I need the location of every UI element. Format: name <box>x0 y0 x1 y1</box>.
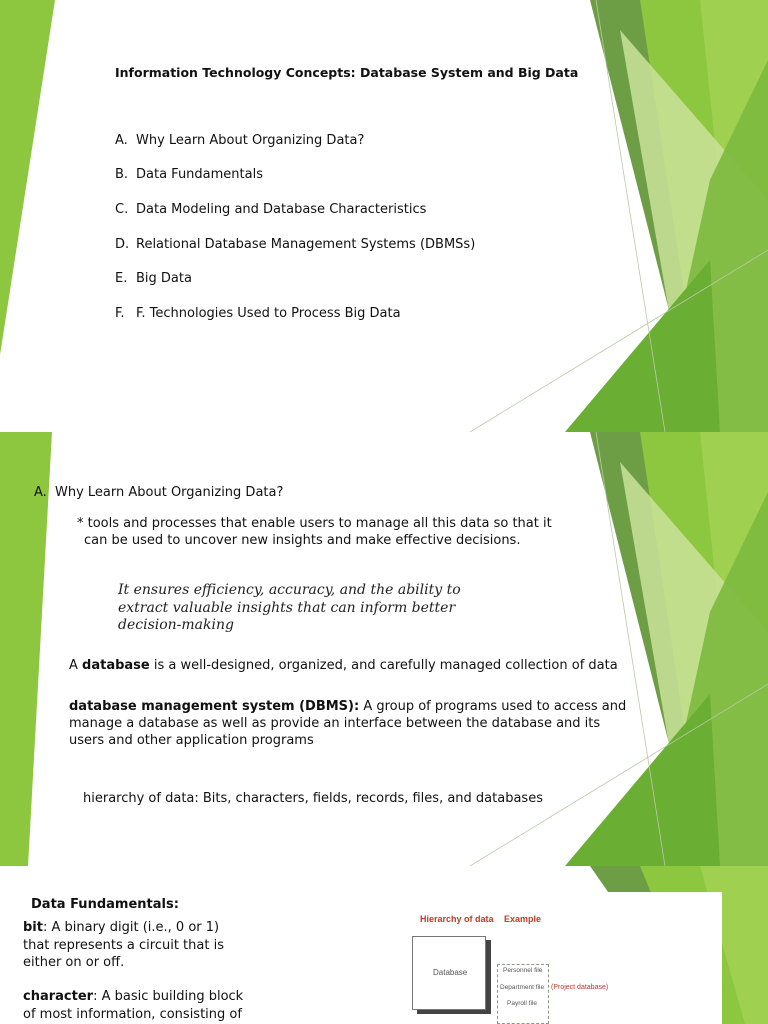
list-item-text: Relational Database Management Systems (DBMSs) <box>136 237 476 252</box>
list-item-text: Data Modeling and Database Characteristics <box>136 202 427 217</box>
list-item-letter: A. <box>115 133 128 148</box>
handwritten-note-line-3: decision-making <box>118 617 234 633</box>
dbms-definition-line-3: users and other application programs <box>69 733 314 748</box>
database-prefix: A <box>69 658 83 673</box>
list-item-a <box>115 133 365 148</box>
list-item-c <box>115 202 427 217</box>
department-file-label: Department file <box>500 984 545 991</box>
list-item-letter: D. <box>115 237 130 252</box>
bit-line-1-rest: : A binary digit (i.e., 0 or 1) <box>42 920 220 935</box>
bullet-line-2: can be used to uncover new insights and make effective decisions. <box>84 533 521 548</box>
character-term: character <box>23 989 94 1004</box>
slide-3 <box>0 866 768 1024</box>
hierarchy-of-data: hierarchy of data: Bits, characters, fields, records, files, and databases <box>83 791 543 806</box>
bottom-green-triangle <box>565 260 720 432</box>
personnel-file-label: Personnel file <box>503 967 543 974</box>
payroll-file-label: Payroll file <box>507 1000 537 1007</box>
bullet-line-1: * tools and processes that enable users to manage all this data so that it <box>77 516 552 531</box>
figure-header-example: Example <box>504 914 542 924</box>
bit-definition-line-2: that represents a circuit that is <box>23 937 224 953</box>
list-item-letter: E. <box>115 271 128 286</box>
dbms-definition-line-1 <box>69 698 626 715</box>
database-box-label: Database <box>433 968 468 977</box>
list-item-e <box>115 271 192 286</box>
section-title: Data Fundamentals: <box>31 897 179 912</box>
list-item-letter: C. <box>115 202 129 217</box>
left-green-triangle <box>0 0 55 355</box>
bit-definition-line-1 <box>23 919 219 937</box>
list-item-text: Big Data <box>136 271 192 286</box>
database-term: database <box>82 658 150 673</box>
list-item-f <box>115 306 401 321</box>
section-heading <box>34 485 284 500</box>
dbms-definition-line-2: manage a database as well as provide an interface between the database and its <box>69 716 601 731</box>
database-definition <box>69 657 618 674</box>
list-item-letter: F. <box>115 306 125 321</box>
character-definition-line-1 <box>23 988 243 1006</box>
list-item-text: F. Technologies Used to Process Big Data <box>136 306 401 321</box>
list-item-text: Data Fundamentals <box>136 167 263 182</box>
project-database-label: (Project database) <box>551 984 609 991</box>
section-letter: A. <box>34 485 47 500</box>
bit-definition-line-3: either on or off. <box>23 955 125 970</box>
dbms-term: database management system (DBMS): <box>69 699 360 714</box>
slide-title: Information Technology Concepts: Database System and Big Data <box>115 65 579 80</box>
section-heading-text: Why Learn About Organizing Data? <box>55 485 284 500</box>
database-rest: is a well-designed, organized, and carefully managed collection of data <box>149 658 618 673</box>
handwritten-note-line-2: extract valuable insights that can inform better <box>118 599 456 616</box>
list-item-b <box>115 167 263 182</box>
bit-term: bit <box>23 920 43 935</box>
list-item-letter: B. <box>115 167 129 182</box>
character-line-1-rest: : A basic building block <box>93 989 244 1004</box>
figure-header-hierarchy: Hierarchy of data <box>420 914 494 924</box>
slide-2 <box>0 432 768 866</box>
character-definition-line-2: of most information, consisting of <box>23 1006 242 1022</box>
dbms-line-1-rest: A group of programs used to access and <box>359 699 627 714</box>
handwritten-note-line-1: It ensures efficiency, accuracy, and the ability to <box>118 582 461 598</box>
slide-1 <box>0 0 768 432</box>
list-item-d <box>115 237 476 252</box>
list-item-text: Why Learn About Organizing Data? <box>136 133 365 148</box>
